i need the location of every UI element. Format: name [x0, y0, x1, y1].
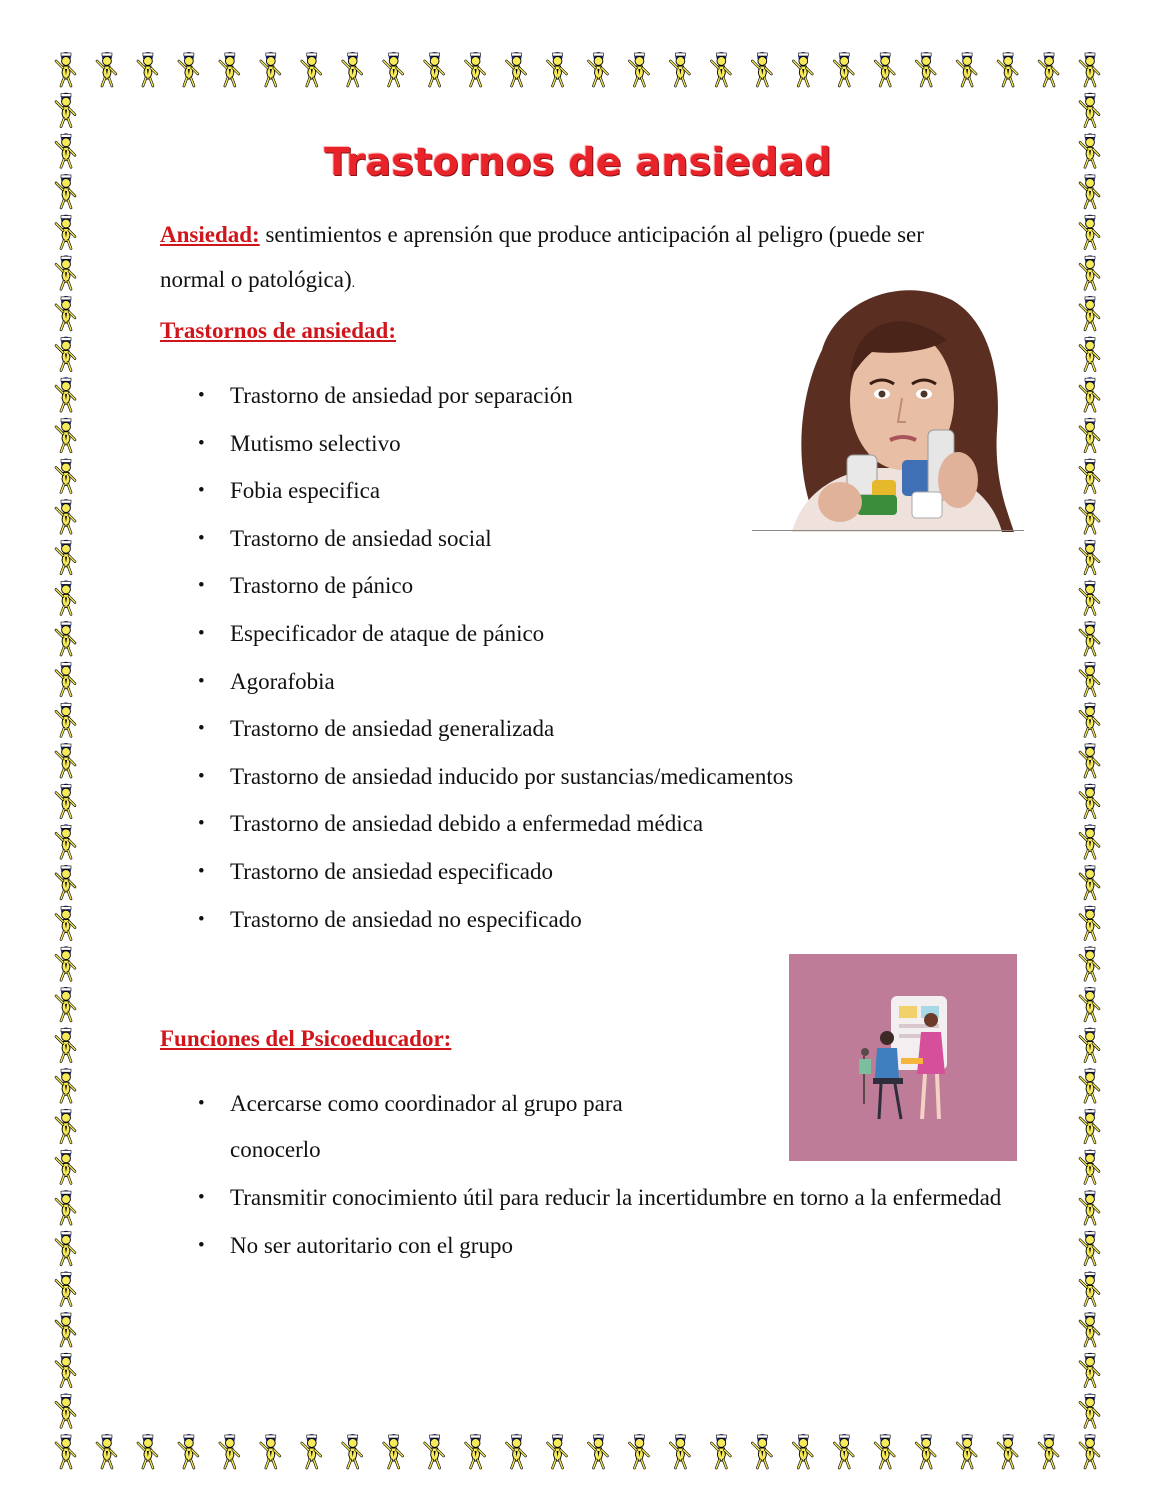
figure-border-icon [629, 1434, 648, 1468]
figure-border-icon [56, 1393, 75, 1427]
figure-border-icon [56, 540, 75, 574]
bullet-icon: • [198, 765, 205, 787]
list-item: • Trastorno de ansiedad debido a enfermedad médica [196, 800, 793, 848]
figure-border-icon [56, 93, 75, 127]
figure-border-icon [1080, 255, 1099, 289]
figure-border-icon [711, 1434, 730, 1468]
figure-border-icon [56, 1231, 75, 1265]
figure-border-icon [56, 1149, 75, 1183]
functions-heading: Funciones del Psicoeducador: [160, 1026, 452, 1051]
figure-border-icon [1080, 1393, 1099, 1427]
figure-border-icon [834, 52, 853, 86]
figure-border-icon [1080, 337, 1099, 371]
figure-border-icon [1080, 662, 1099, 696]
figure-border-icon [261, 52, 280, 86]
figure-border-icon [56, 1068, 75, 1102]
figure-border-icon [56, 377, 75, 411]
figure-border-icon [793, 52, 812, 86]
list-item: • Agorafobia [196, 658, 793, 706]
figure-border-icon [56, 1271, 75, 1305]
figure-border-icon [1080, 93, 1099, 127]
figure-border-icon [179, 52, 198, 86]
figure-border-icon [97, 52, 116, 86]
figure-border-icon [56, 865, 75, 899]
figure-border-icon [588, 52, 607, 86]
figure-border-icon [793, 1434, 812, 1468]
figure-border-icon [1080, 906, 1099, 940]
bullet-icon: • [198, 432, 205, 454]
figure-border-icon [1080, 540, 1099, 574]
figure-border-icon [1080, 702, 1099, 736]
figure-border-icon [343, 52, 362, 86]
figure-border-icon [957, 1434, 976, 1468]
list-item: • Transmitir conocimiento útil para reducir la incertidumbre en torno a la enfermedad [196, 1175, 1026, 1221]
definition-end-mark: . [351, 276, 356, 291]
figure-border-icon [916, 1434, 935, 1468]
figure-border-icon [56, 580, 75, 614]
figure-border-icon [56, 621, 75, 655]
figure-border-icon [1080, 458, 1099, 492]
figure-border-icon [56, 255, 75, 289]
bullet-icon: • [198, 575, 205, 597]
figure-border-icon [425, 1434, 444, 1468]
figure-border-icon [1080, 1312, 1099, 1346]
figure-border-icon [1080, 784, 1099, 818]
list-item: • Trastorno de ansiedad no especificado [196, 896, 793, 944]
list-item: • Trastorno de ansiedad generalizada [196, 705, 793, 753]
figure-border-icon [1080, 499, 1099, 533]
figure-border-icon [670, 52, 689, 86]
disorders-heading: Trastornos de ansiedad: [160, 318, 396, 343]
bullet-icon: • [198, 1235, 205, 1256]
anxious-woman-photo [752, 280, 1024, 532]
figure-border-icon [1080, 418, 1099, 452]
figure-border-icon [957, 52, 976, 86]
bullet-icon: • [198, 385, 205, 406]
definition-label: Ansiedad: [160, 222, 260, 247]
psychoeducator-illustration [789, 954, 1017, 1161]
figure-border-icon [1039, 52, 1058, 86]
figure-border-icon [1080, 1271, 1099, 1305]
figure-border-icon [56, 296, 75, 330]
figure-border-icon [56, 1353, 75, 1387]
figure-border-icon [1080, 987, 1099, 1021]
figure-border-icon [875, 52, 894, 86]
figure-border-icon [548, 1434, 567, 1468]
figure-border-icon [97, 1434, 116, 1468]
bullet-icon: • [198, 670, 205, 692]
figure-border-icon [56, 52, 75, 86]
figure-border-icon [466, 52, 485, 86]
figure-border-icon [220, 1434, 239, 1468]
figure-border-icon [56, 1190, 75, 1224]
disorders-list [196, 372, 793, 943]
figure-border-icon [711, 52, 730, 86]
list-item: • Fobia especifica [196, 467, 793, 515]
figure-border-icon [1080, 1353, 1099, 1387]
list-item: • Mutismo selectivo [196, 420, 793, 468]
figure-border-icon [220, 52, 239, 86]
figure-border-icon [998, 1434, 1017, 1468]
list-item: • Acercarse como coordinador al grupo para conocerlo [196, 1081, 690, 1173]
figure-border-icon [998, 52, 1017, 86]
figure-border-icon [752, 52, 771, 86]
figure-border-icon [1080, 1434, 1099, 1468]
list-item: • Trastorno de pánico [196, 562, 793, 610]
figure-border-icon [507, 52, 526, 86]
figure-border-icon [56, 418, 75, 452]
bullet-icon: • [198, 1093, 205, 1114]
list-item: • No ser autoritario con el grupo [196, 1223, 1026, 1269]
figure-border-icon [56, 215, 75, 249]
bullet-icon: • [198, 813, 205, 835]
figure-border-icon [1080, 52, 1099, 86]
figure-border-icon [670, 1434, 689, 1468]
figure-border-icon [507, 1434, 526, 1468]
photo-underline [752, 530, 1024, 531]
figure-border-icon [1080, 1149, 1099, 1183]
bullet-icon: • [198, 622, 205, 644]
list-item: • Trastorno de ansiedad especificado [196, 848, 793, 896]
figure-border-icon [1080, 215, 1099, 249]
figure-border-icon [56, 1109, 75, 1143]
figure-border-icon [56, 743, 75, 777]
figure-border-icon [548, 52, 567, 86]
figure-border-icon [834, 1434, 853, 1468]
figure-border-icon [1080, 377, 1099, 411]
bullet-icon: • [198, 908, 205, 930]
figure-border-icon [1080, 824, 1099, 858]
figure-border-icon [56, 1028, 75, 1062]
figure-border-icon [1080, 1190, 1099, 1224]
figure-border-icon [1080, 1068, 1099, 1102]
figure-border-icon [875, 1434, 894, 1468]
figure-border-icon [343, 1434, 362, 1468]
figure-border-icon [1080, 1231, 1099, 1265]
figure-border-icon [56, 458, 75, 492]
figure-border-icon [302, 1434, 321, 1468]
figure-border-icon [1080, 865, 1099, 899]
figure-border-icon [138, 1434, 157, 1468]
figure-border-icon [466, 1434, 485, 1468]
figure-border-icon [1080, 1028, 1099, 1062]
figure-border-icon [56, 702, 75, 736]
bullet-icon: • [198, 718, 205, 740]
figure-border-icon [1080, 296, 1099, 330]
figure-border-icon [302, 52, 321, 86]
figure-border-icon [1080, 946, 1099, 980]
figure-border-icon [56, 499, 75, 533]
figure-border-icon [56, 1434, 75, 1468]
figure-border-icon [588, 1434, 607, 1468]
page-title: Trastornos de ansiedad [324, 140, 832, 184]
list-item: • Especificador de ataque de pánico [196, 610, 793, 658]
bullet-icon: • [198, 1187, 205, 1208]
figure-border-icon [56, 337, 75, 371]
figure-border-icon [56, 662, 75, 696]
definition-text: sentimientos e aprensión que produce anticipación al peligro (puede ser normal o patológica) [160, 222, 924, 292]
figure-border-icon [1039, 1434, 1058, 1468]
figure-border-icon [384, 1434, 403, 1468]
figure-border-icon [56, 906, 75, 940]
bullet-icon: • [198, 480, 205, 502]
figure-border-icon [56, 1312, 75, 1346]
bullet-icon: • [198, 860, 205, 882]
figure-border-icon [56, 987, 75, 1021]
list-item: • Trastorno de ansiedad social [196, 515, 793, 563]
figure-border-icon [1080, 580, 1099, 614]
figure-border-icon [56, 946, 75, 980]
figure-border-icon [1080, 1109, 1099, 1143]
figure-border-icon [261, 1434, 280, 1468]
bullet-icon: • [198, 527, 205, 549]
figure-border-icon [56, 824, 75, 858]
figure-border-icon [1080, 743, 1099, 777]
figure-border-icon [384, 52, 403, 86]
figure-border-icon [425, 52, 444, 86]
figure-border-icon [916, 52, 935, 86]
figure-border-icon [56, 784, 75, 818]
figure-border-icon [138, 52, 157, 86]
figure-border-icon [629, 52, 648, 86]
list-item: • Trastorno de ansiedad por separación [196, 372, 793, 420]
figure-border-icon [1080, 621, 1099, 655]
figure-border-icon [179, 1434, 198, 1468]
list-item: • Trastorno de ansiedad inducido por sustancias/medicamentos [196, 753, 793, 801]
figure-border-icon [752, 1434, 771, 1468]
